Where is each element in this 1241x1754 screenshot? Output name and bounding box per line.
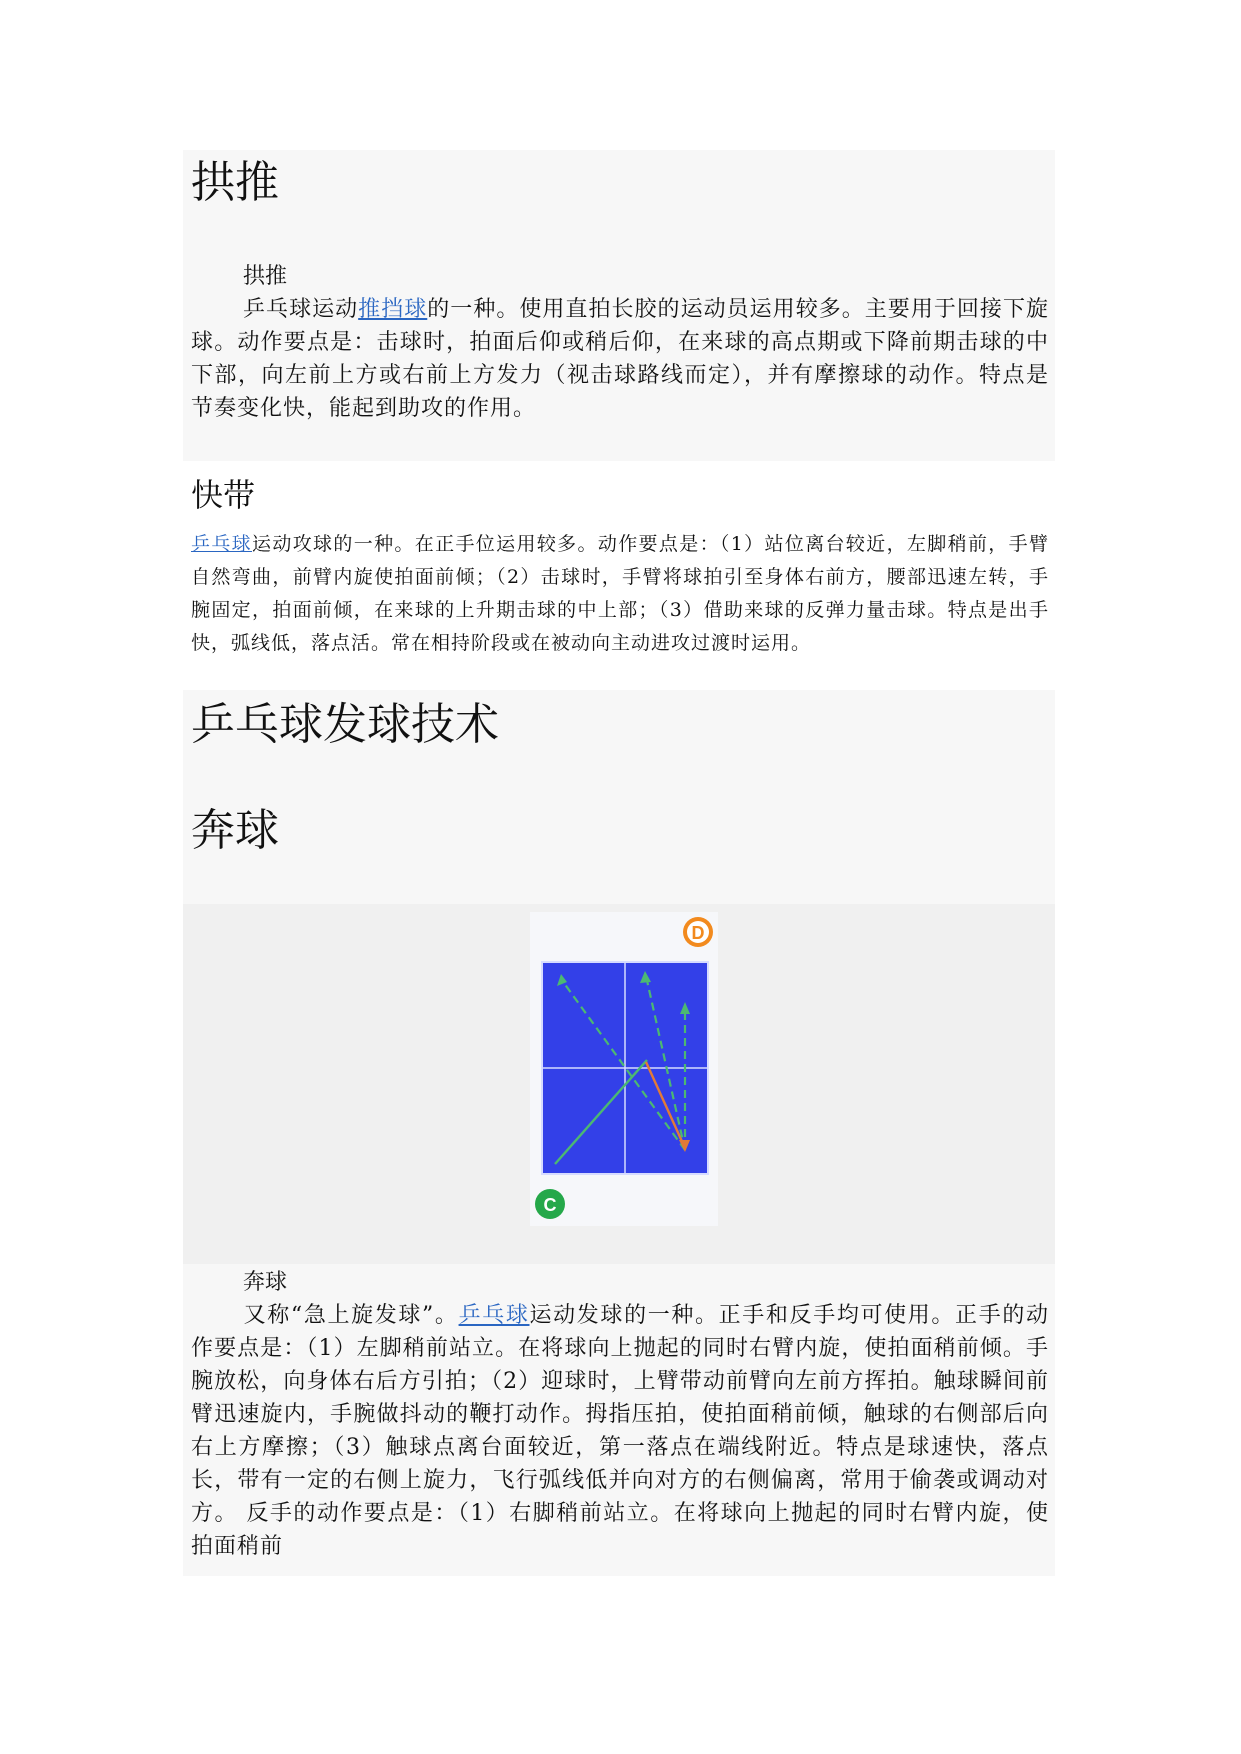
- link-pingpang-2[interactable]: 乒乓球: [458, 1303, 530, 1328]
- paragraph-benqiu: 又称“急上旋发球”。乒乓球运动发球的一种。正手和反手均可使用。正手的动作要点是：（1）左脚稍前站立。在将球向上抛起的同时右臂内旋，使拍面稍前倾。手腕放松，向身体右后方引拍；（2）迎球时，上臂带动前臂向左前方挥拍。触球瞬间前臂迅速旋内，手腕做抖动的鞭打动作。拇指压拍，使拍面稍前倾，触球的右侧部后向右上方摩擦；（3）触球点离台面较近，第一落点在端线附近。特点是球速快，落点长，带有一定的右侧上旋力，飞行弧线低并向对方的右侧偏离，常用于偷袭或调动对方。 反手的动作要点是：（1）右脚稍前站立。在将球向上抛起的同时右臂内旋，使拍面稍前: [191, 1303, 1049, 1559]
- section-title-kuaidai: 快带: [191, 476, 256, 514]
- link-pingpang[interactable]: 乒乓球: [191, 533, 253, 555]
- paragraph-kuaidai: 乒乓球运动攻球的一种。在正手位运用较多。动作要点是：（1）站位离台较近，左脚稍前，手臂自然弯曲，前臂内旋使拍面前倾；（2）击球时，手臂将球拍引至身体右前方，腰部迅速左转，手腕固定，拍面前倾，在来球的上升期击球的中上部；（3）借助来球的反弹力量击球。特点是出手快，弧线低，落点活。常在相持阶段或在被动向主动进攻过渡时运用。: [191, 533, 1049, 654]
- paragraph-gongtui: 乒乓球运动推挡球的一种。使用直拍长胶的运动员运用较多。主要用于回接下旋球。动作要点是：击球时，拍面后仰或稍后仰，在来球的高点期或下降前期击球的中下部，向左前上方或右前上方发力（视击球路线而定），并有摩擦球的动作。特点是节奏变化快，能起到助攻的作用。: [191, 297, 1049, 421]
- caption-text: 拱推: [243, 264, 288, 289]
- section-title-serve: 乒乓球发球技术: [191, 699, 499, 750]
- section-title-benqiu: 奔球: [191, 805, 279, 856]
- badge-c-label: C: [543, 1195, 557, 1215]
- section-title-gongtui: 拱推: [191, 157, 279, 208]
- link-tuidangqiu[interactable]: 推挡球: [358, 297, 428, 322]
- badge-d-label: D: [691, 923, 705, 943]
- serve-diagram: [530, 912, 718, 1226]
- image-caption-benqiu: [191, 1266, 1049, 1299]
- caption-text: 奔球: [243, 1270, 288, 1295]
- image-caption-gongtui: [191, 260, 1049, 293]
